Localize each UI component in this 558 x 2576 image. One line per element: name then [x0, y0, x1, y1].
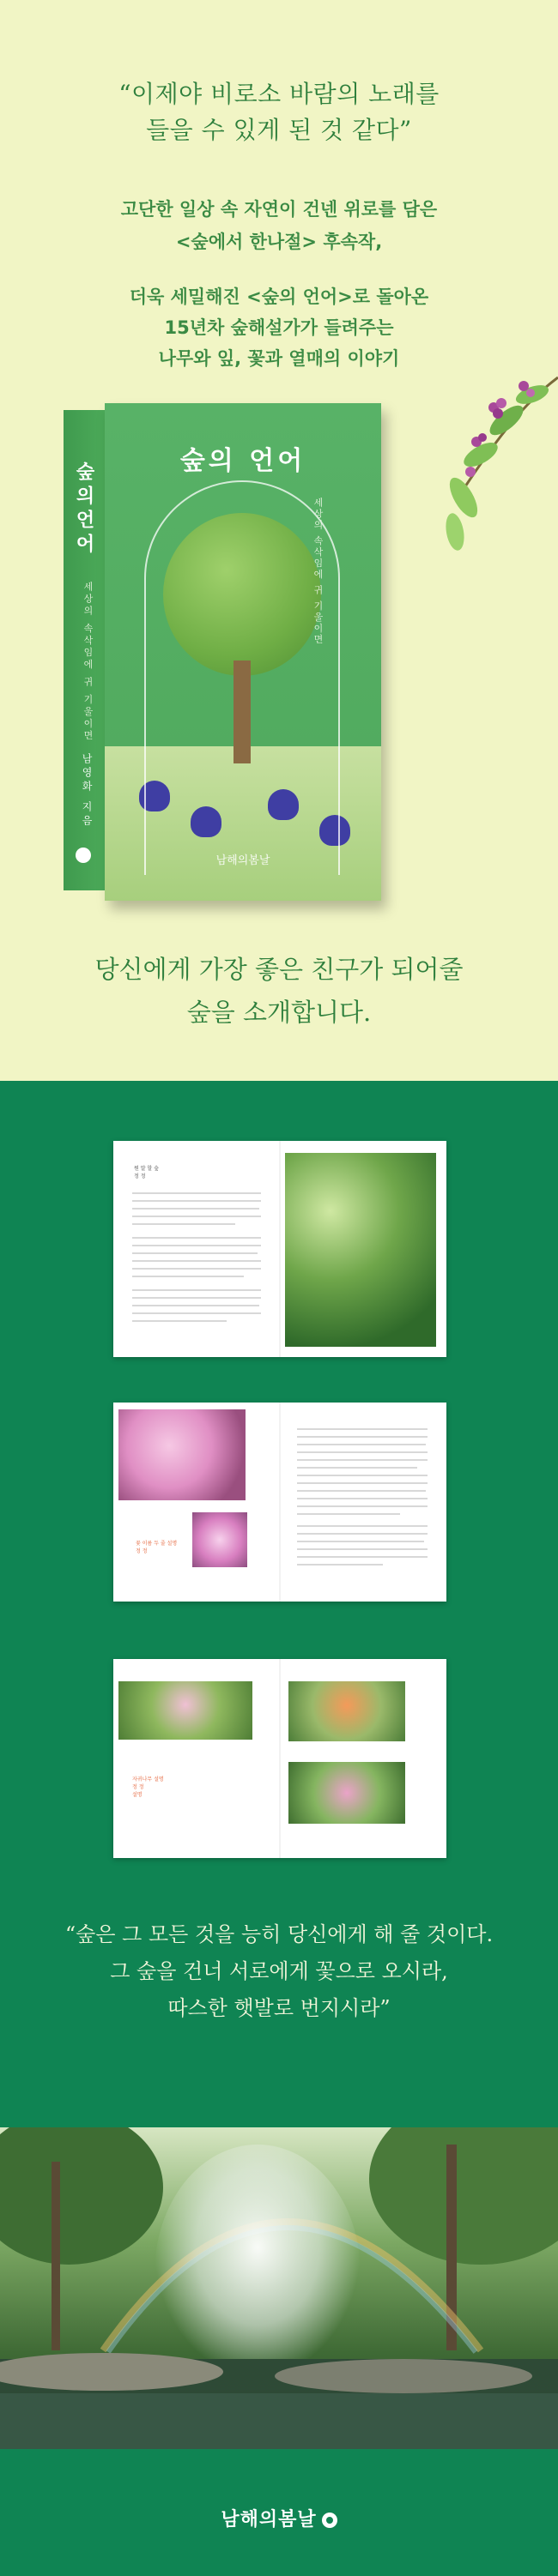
- book-front: [105, 403, 381, 901]
- book-spine: [64, 410, 105, 890]
- text-line: [297, 1533, 428, 1535]
- tagline-line-1: 당신에게 가장 좋은 친구가 되어줄: [94, 955, 464, 984]
- text-line: [132, 1305, 259, 1306]
- tagline-line-2: 숲을 소개합니다.: [186, 998, 372, 1027]
- fountain-scene-illustration: [0, 2127, 558, 2449]
- pink-blossom-photo: [288, 1762, 405, 1824]
- intro-desc-line-2: <숲에서 한나절> 후속작,: [175, 232, 383, 252]
- intro-desc-line-1: 고단한 일상 속 자연이 건넨 위로를 담은: [120, 199, 438, 220]
- berry-branch-illustration: [429, 360, 558, 566]
- closing-quote-line-2: 그 숲을 건너 서로에게 꽃으로 오시라,: [110, 1959, 448, 1983]
- text-line: [297, 1556, 428, 1558]
- text-line: [297, 1467, 417, 1469]
- spread-2-caption: 꽃 이름 두 줄 설명 정 정: [136, 1541, 178, 1554]
- text-line: [132, 1320, 227, 1322]
- text-line: [132, 1297, 261, 1299]
- book-title: 숲의 언어: [179, 446, 306, 476]
- text-line: [132, 1289, 261, 1291]
- closing-quote-line-3: 따스한 햇발로 번지시라”: [167, 1996, 391, 2020]
- intro-quote-line-1: “이제야 비로소 바람의 노래를: [118, 80, 440, 108]
- fountain-park-photo: [0, 2127, 558, 2449]
- publisher-logo-icon: [322, 2513, 337, 2528]
- spine-logo-icon: [76, 848, 91, 863]
- text-line: [297, 1459, 428, 1461]
- book-cover: [64, 403, 381, 901]
- text-line: [297, 1541, 424, 1542]
- text-line: [132, 1200, 261, 1202]
- orange-flower-photo: [288, 1681, 405, 1741]
- text-line: [132, 1192, 261, 1194]
- text-line: [132, 1208, 259, 1210]
- spread-fold: [279, 1403, 281, 1602]
- spine-author: 남영화 지음: [81, 753, 93, 829]
- text-line: [297, 1444, 426, 1445]
- text-line: [297, 1451, 428, 1453]
- text-line: [297, 1513, 400, 1515]
- silk-tree-photo: [118, 1681, 252, 1740]
- text-line: [297, 1490, 426, 1492]
- spread-fold: [279, 1659, 281, 1858]
- text-line: [132, 1260, 261, 1262]
- footer-publisher-name: 남해의봄날: [221, 2508, 317, 2531]
- text-line: [297, 1564, 383, 1566]
- book-spread-2: [113, 1403, 446, 1602]
- intro-desc-line-3: 더욱 세밀해진 <숲의 언어>로 돌아온: [129, 287, 429, 307]
- text-line: [132, 1245, 261, 1246]
- pink-flower-photo: [192, 1512, 247, 1567]
- spine-title: 숲의언어: [73, 462, 95, 558]
- text-line: [132, 1268, 261, 1270]
- closing-quote-line-1: “숲은 그 모든 것을 능히 당신에게 해 줄 것이다.: [64, 1922, 494, 1946]
- text-line: [132, 1276, 244, 1277]
- text-line: [297, 1475, 428, 1476]
- text-line: [132, 1312, 261, 1314]
- spread-fold: [279, 1141, 281, 1357]
- text-line: [132, 1223, 235, 1225]
- text-line: [297, 1505, 428, 1507]
- intro-desc-line-4: 15년차 숲해설가가 들려주는: [164, 317, 394, 338]
- spine-subtitle: 세상의 속삭임에 귀 기울이면: [82, 582, 94, 743]
- forest-canopy-photo: [285, 1153, 436, 1347]
- footer-publisher-logo: [0, 2505, 558, 2531]
- preview-section: [0, 1081, 558, 2576]
- spread-1-heading: 뭔 말 할 숲 정 정: [134, 1166, 159, 1179]
- text-line: [297, 1428, 428, 1430]
- intro-quote-line-2: 들을 수 있게 된 것 같다”: [146, 116, 412, 144]
- book-publisher: 남해의봄날: [215, 854, 270, 867]
- book-spread-1: [113, 1141, 446, 1357]
- book-subtitle: 세상의 속삭임에 귀 기울이면: [312, 498, 324, 646]
- azalea-photo: [118, 1409, 246, 1500]
- text-line: [132, 1237, 261, 1239]
- text-line: [297, 1525, 428, 1527]
- intro-section: [0, 0, 558, 1081]
- spread-3-caption: 자귀나무 설명 정 정 설명: [132, 1777, 164, 1798]
- text-line: [297, 1482, 428, 1484]
- intro-desc-line-5: 나무와 잎, 꽃과 열매의 이야기: [158, 348, 400, 369]
- text-line: [297, 1498, 428, 1499]
- text-line: [132, 1252, 258, 1254]
- text-line: [297, 1548, 428, 1550]
- text-line: [297, 1436, 428, 1438]
- book-spread-3: [113, 1659, 446, 1858]
- text-line: [132, 1216, 261, 1217]
